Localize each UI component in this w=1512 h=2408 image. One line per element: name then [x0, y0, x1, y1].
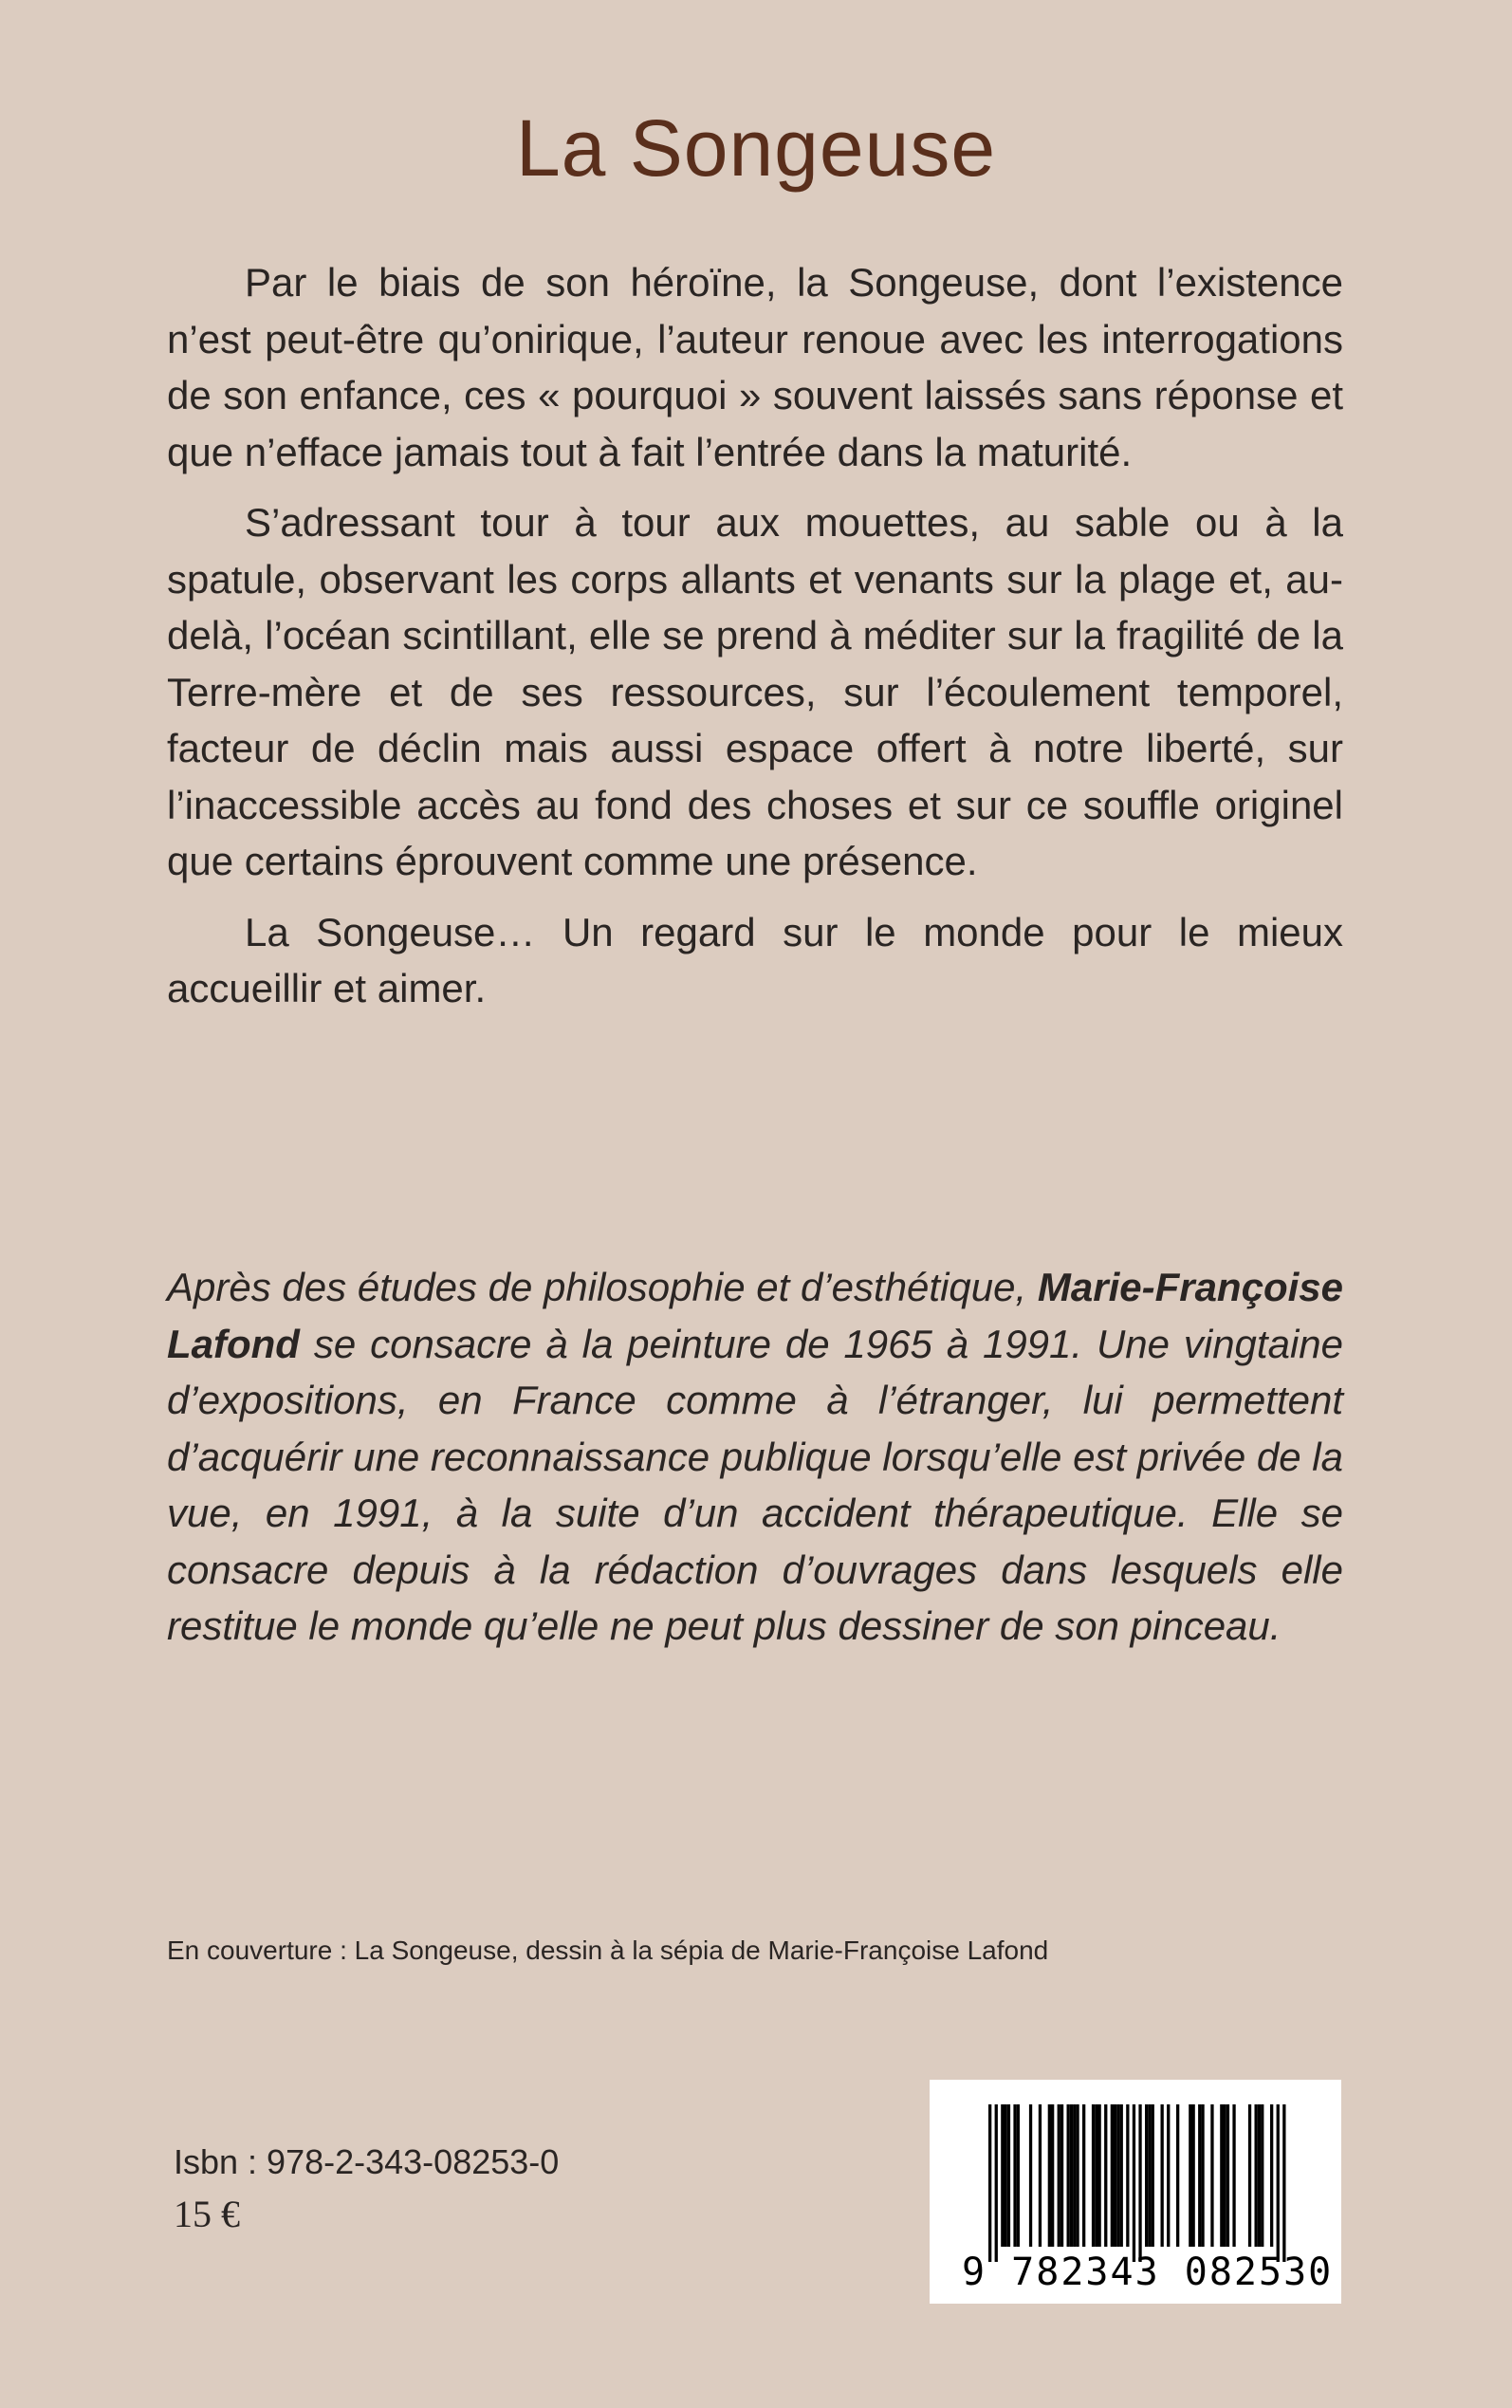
summary-paragraph-3: La Songeuse… Un regard sur le monde pour le mieux accueillir et aimer. [167, 909, 1343, 1010]
barcode-bar [1060, 2104, 1063, 2247]
barcode-bar [1201, 2104, 1204, 2247]
barcode-bar [1148, 2104, 1151, 2247]
barcode-bar [1005, 2104, 1007, 2247]
barcode-bar [1210, 2104, 1213, 2247]
bio-intro: Après des études de philosophie et d’esthétique, [167, 1265, 1038, 1309]
barcode-bar [1277, 2104, 1280, 2262]
barcode-bar [1013, 2104, 1016, 2247]
barcode-bar [1167, 2104, 1170, 2247]
barcode [930, 2080, 1341, 2304]
isbn-label: Isbn : 978-2-343-08253-0 [174, 2142, 560, 2181]
author-bio [167, 1259, 1343, 1655]
barcode-bar [1133, 2104, 1135, 2262]
barcode-bar [1189, 2104, 1191, 2247]
barcode-bar [1058, 2104, 1060, 2247]
barcode-bar [1145, 2104, 1148, 2247]
barcode-bar [1232, 2104, 1235, 2247]
barcode-bar [1067, 2104, 1070, 2247]
barcode-bar [1198, 2104, 1201, 2247]
book-summary [167, 254, 1343, 1031]
barcode-bar [1161, 2104, 1164, 2247]
barcode-bar [1007, 2104, 1010, 2247]
barcode-bar [1126, 2104, 1129, 2247]
barcode-bar [1224, 2104, 1226, 2247]
barcode-bar [1120, 2104, 1123, 2247]
barcode-bar [1282, 2104, 1285, 2262]
barcode-bar [1070, 2104, 1073, 2247]
barcode-bar [1076, 2104, 1079, 2247]
barcode-bar [1082, 2104, 1085, 2247]
barcode-bar [1098, 2104, 1101, 2247]
barcode-bar [1138, 2104, 1141, 2262]
bio-rest: se consacre à la peinture de 1965 à 1991. Une vingtaine d’expositions, en France comme à l’étranger, lui permettent d’acquérir une reconnaissance publique lorsqu’elle est privée de la vue, en 1991, à la suite d’un accident thérapeutique. Elle se consacre depuis à la rédaction d’ouvrages dans lesquels elle restitue le monde qu’elle ne peut plus dessiner de son pinceau. [167, 1321, 1343, 1648]
barcode-bar [1261, 2104, 1263, 2247]
barcode-bar [1048, 2104, 1051, 2247]
barcode-bar [988, 2104, 991, 2262]
barcode-bar [1104, 2104, 1107, 2247]
barcode-bar [1116, 2104, 1119, 2247]
price-label: 15 € [174, 2193, 240, 2235]
barcode-digits: 9 782343 082530 [962, 2251, 1334, 2294]
barcode-bar [1111, 2104, 1114, 2247]
barcode-bar [1095, 2104, 1097, 2247]
barcode-bar [1051, 2104, 1054, 2247]
barcode-bar [1176, 2104, 1179, 2247]
barcode-bar [1073, 2104, 1076, 2247]
summary-paragraph-1: Par le biais de son héroïne, la Songeuse, dont l’existence n’est peut-être qu’onirique, l’auteur renoue avec les interrogations de son enfance, ces « pourquoi » souvent laissés sans réponse et que n’efface jamais tout à fait l’entrée dans la maturité. [167, 260, 1343, 474]
barcode-bar [1258, 2104, 1261, 2247]
barcode-bar [1114, 2104, 1116, 2247]
barcode-bar [1192, 2104, 1195, 2247]
barcode-bar [1029, 2104, 1032, 2247]
barcode-bar [1017, 2104, 1020, 2247]
barcode-bar [1270, 2104, 1273, 2247]
barcode-bar [1220, 2104, 1223, 2247]
barcode-bar [1248, 2104, 1251, 2247]
author-name: Marie-Françoise Lafond [167, 1265, 1343, 1366]
barcode-bar [1001, 2104, 1004, 2247]
cover-credit: En couverture : La Songeuse, dessin à la sépia de Marie-Françoise Lafond [167, 1936, 1049, 1965]
barcode-bar [1039, 2104, 1042, 2247]
barcode-bar [1092, 2104, 1095, 2247]
summary-paragraph-2: S’adressant tour à tour aux mouettes, au sable ou à la spatule, observant les corps allants et venants sur la plage et, au-delà, l’océan scintillant, elle se prend à méditer sur la fragilité de la Terre-mère et de ses ressources, sur l’écoulement temporel, facteur de déclin mais aussi espace offert à notre liberté, sur l’inaccessible accès au fond des choses et sur ce souffle originel que certains éprouvent comme une présence. [167, 500, 1343, 883]
barcode-bar [995, 2104, 998, 2262]
barcode-bar [1226, 2104, 1229, 2247]
barcode-bar [1152, 2104, 1154, 2247]
barcode-bar [1255, 2104, 1258, 2247]
book-title: La Songeuse [515, 103, 997, 193]
